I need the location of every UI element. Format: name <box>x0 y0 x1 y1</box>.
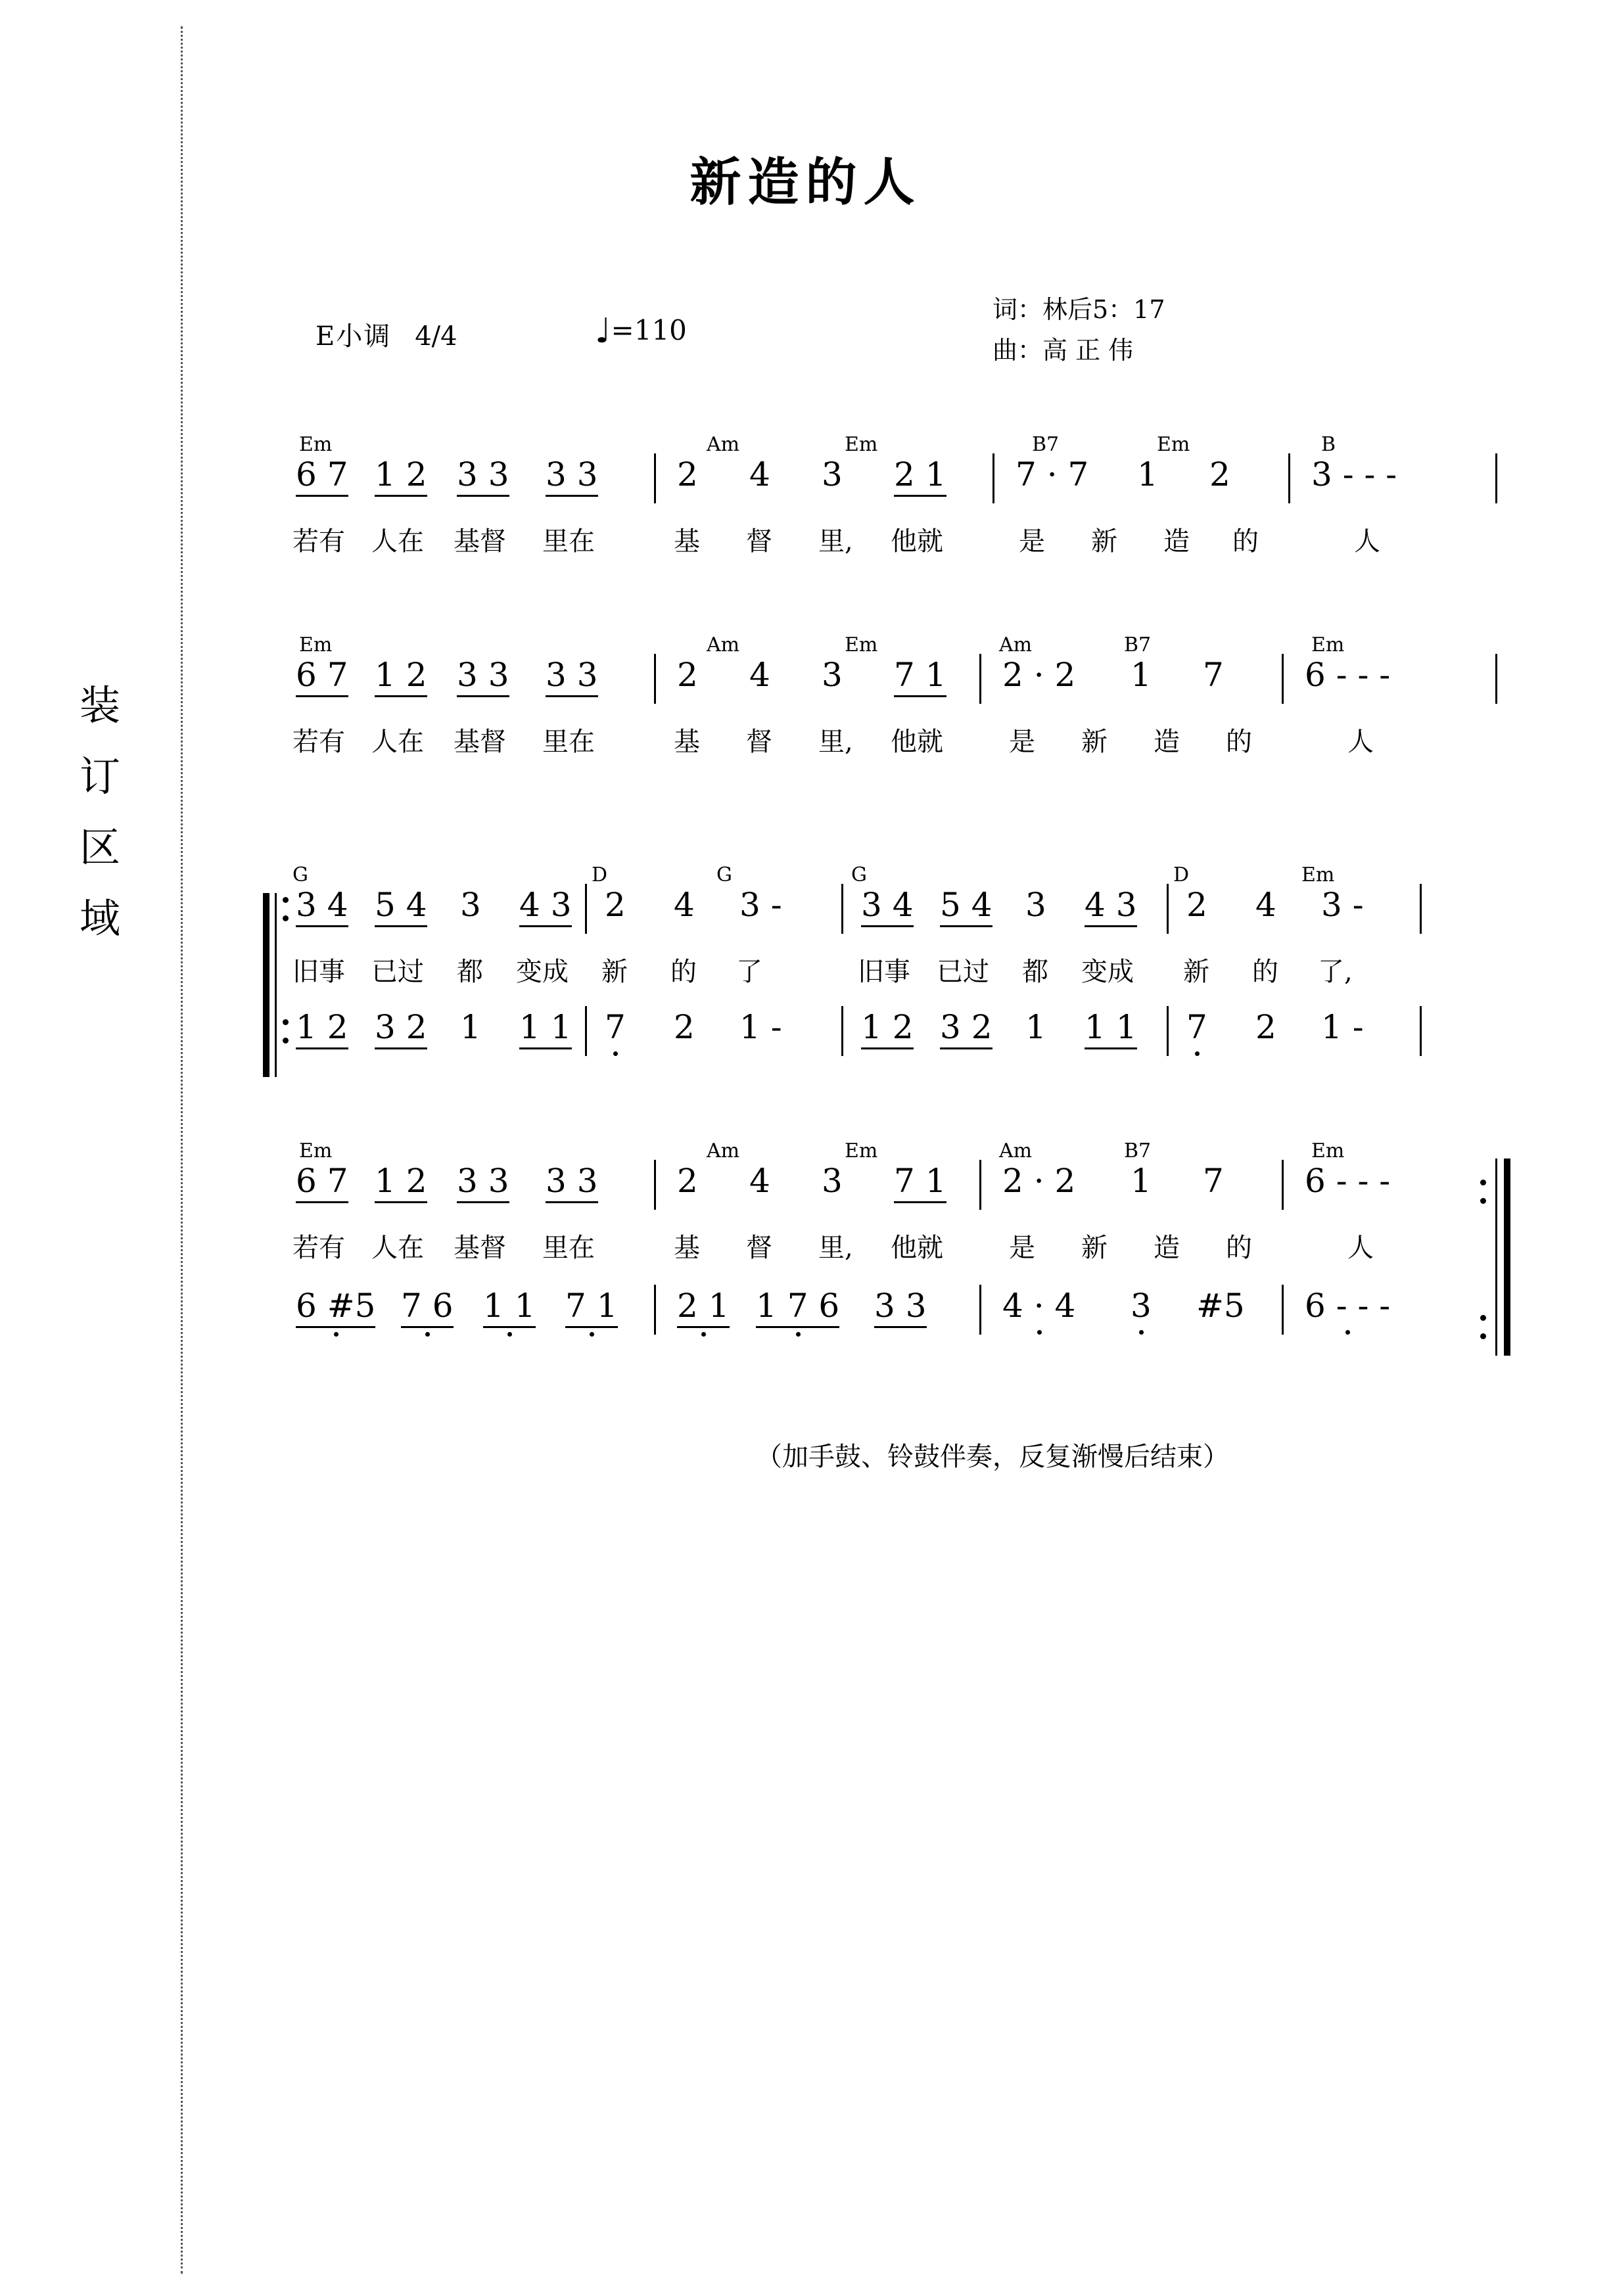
note-group: 3 3 <box>546 1162 598 1203</box>
chord-row-1 <box>283 434 1400 456</box>
chord-symbol: G <box>851 863 867 886</box>
note-group: 7 <box>605 1008 626 1046</box>
lyric-syllable: 变成 <box>516 957 569 987</box>
lyric-syllable: 人在 <box>371 727 424 757</box>
lyric-syllable: 的 <box>1226 1233 1252 1263</box>
note-group: 3 <box>460 886 481 924</box>
barline <box>1282 1285 1284 1335</box>
note-group: 4 <box>674 886 695 924</box>
lyric-syllable: 若有 <box>292 727 345 757</box>
chord-symbol: G <box>716 863 732 886</box>
note-row-4-lower <box>283 1287 1413 1337</box>
lyric-syllable: 造 <box>1154 1233 1180 1263</box>
note-group: 3 - - - <box>1311 455 1397 494</box>
note-group: 4 <box>749 455 770 494</box>
chord-symbol: Am <box>707 633 740 656</box>
key-meter-info <box>315 315 457 353</box>
chord-symbol: Em <box>845 1139 878 1162</box>
note-row-1 <box>283 456 1400 506</box>
note-group: 2 <box>677 656 698 694</box>
lyric-syllable: 他就 <box>891 727 943 757</box>
lyric-syllable: 是 <box>1009 1233 1035 1263</box>
note-group: 7 <box>1203 1162 1224 1200</box>
note-group: 1 1 <box>483 1287 536 1328</box>
note-group: 1 1 <box>519 1009 572 1049</box>
note-group: 1 2 <box>861 1009 914 1049</box>
note-group: 7 1 <box>894 656 946 697</box>
repeat-end-thin-line <box>1495 1159 1497 1356</box>
note-group: 7 <box>1203 656 1224 694</box>
binding-area-label <box>60 670 139 954</box>
lyric-syllable: 督 <box>746 727 772 757</box>
note-group: 1 2 <box>375 1162 427 1203</box>
lyric-syllable: 里, <box>818 1233 853 1263</box>
music-system-4 <box>283 1140 1413 1337</box>
note-group: 1 2 <box>296 1009 348 1049</box>
tempo-value: =110 <box>611 314 687 346</box>
barline <box>1167 884 1169 934</box>
binding-char-2: 订 <box>79 752 120 800</box>
binding-char-1: 装 <box>79 681 120 729</box>
note-group: 3 2 <box>375 1009 427 1049</box>
note-group: 2 <box>677 455 698 494</box>
barline <box>1420 1006 1422 1056</box>
barline <box>992 453 994 503</box>
lyric-syllable: 都 <box>457 957 483 987</box>
note-group: 6 7 <box>296 456 348 497</box>
note-group: 2 <box>677 1162 698 1200</box>
barline <box>979 1285 981 1335</box>
lyric-syllable: 新 <box>1091 526 1117 557</box>
lyric-syllable: 基 <box>674 1233 700 1263</box>
chord-symbol: Am <box>999 1139 1033 1162</box>
lyric-syllable: 了, <box>1318 957 1353 987</box>
chord-symbol: B <box>1321 433 1336 456</box>
chord-row-2 <box>283 634 1400 656</box>
lyric-syllable: 他就 <box>891 526 943 557</box>
note-group: 2 <box>674 1008 695 1046</box>
note-group: 3 3 <box>874 1287 927 1328</box>
note-group: 2 <box>605 886 626 924</box>
note-group: 3 - <box>739 886 782 924</box>
barline <box>654 1160 656 1210</box>
page-title: 新造的人 <box>689 152 922 212</box>
chord-symbol: B7 <box>1032 433 1060 456</box>
note-group: #5 <box>1196 1287 1245 1325</box>
lyric-syllable: 是 <box>1019 526 1045 557</box>
note-group: 1 <box>1131 1162 1152 1200</box>
note-group: 2 1 <box>894 456 946 497</box>
note-group: 1 2 <box>375 456 427 497</box>
lyric-syllable: 里在 <box>542 1233 595 1263</box>
lyric-syllable: 人 <box>1347 1233 1374 1263</box>
music-system-3 <box>263 864 1420 1059</box>
performance-note: （加手鼓、铃鼓伴奏，反复渐慢后结束） <box>756 1442 1229 1472</box>
lyric-syllable: 基 <box>674 727 700 757</box>
lyric-syllable: 造 <box>1163 526 1190 557</box>
note-group: 4 <box>1255 886 1276 924</box>
barline <box>1288 453 1290 503</box>
note-group: 5 4 <box>375 886 427 927</box>
note-group: 3 3 <box>457 1162 509 1203</box>
note-group: 6 - - - <box>1305 1287 1391 1325</box>
note-group: 3 <box>1025 886 1046 924</box>
lyric-syllable: 是 <box>1009 727 1035 757</box>
barline <box>1495 453 1497 503</box>
lyric-syllable: 的 <box>1232 526 1259 557</box>
lyric-syllable: 基督 <box>454 727 506 757</box>
note-group: 4 3 <box>519 886 572 927</box>
chord-symbol: Em <box>299 1139 333 1162</box>
note-group: 6 #5 <box>296 1287 375 1328</box>
chord-symbol: D <box>592 863 608 886</box>
note-group: 3 - <box>1321 886 1364 924</box>
chord-symbol: B7 <box>1124 1139 1152 1162</box>
chord-symbol: Am <box>999 633 1033 656</box>
barline <box>654 453 656 503</box>
note-group: 1 - <box>1321 1008 1364 1046</box>
note-group: 7 1 <box>565 1287 618 1328</box>
barline <box>979 654 981 704</box>
lyric-syllable: 已过 <box>937 957 989 987</box>
lyric-syllable: 新 <box>601 957 628 987</box>
lyric-syllable: 的 <box>1226 727 1252 757</box>
note-group: 2 <box>1255 1008 1276 1046</box>
note-group: 1 7 6 <box>756 1287 839 1328</box>
lyric-row-3 <box>263 951 1420 993</box>
note-group: 3 4 <box>861 886 914 927</box>
note-row-2 <box>283 656 1400 706</box>
note-group: 4 <box>749 656 770 694</box>
lyricist-credit: 词：林后5：17 <box>992 295 1165 324</box>
note-group: 3 3 <box>546 656 598 697</box>
barline <box>1420 884 1422 934</box>
binding-dotted-line <box>181 26 183 2274</box>
note-group: 4 · 4 <box>1002 1287 1076 1325</box>
note-group: 3 <box>822 455 843 494</box>
lyric-syllable: 若有 <box>292 1233 345 1263</box>
note-group: 3 2 <box>940 1009 992 1049</box>
lyric-syllable: 督 <box>746 1233 772 1263</box>
note-group: 1 <box>1137 455 1158 494</box>
barline <box>1495 654 1497 704</box>
lyric-syllable: 新 <box>1183 957 1209 987</box>
chord-symbol: Em <box>845 433 878 456</box>
key-signature: E小调 <box>315 321 392 352</box>
note-group: 2 <box>1186 886 1207 924</box>
lyric-syllable: 已过 <box>371 957 424 987</box>
note-group: 3 3 <box>546 456 598 497</box>
note-group: 7 <box>1186 1008 1207 1046</box>
barline <box>585 884 587 934</box>
lyric-syllable: 人 <box>1347 727 1374 757</box>
lyric-syllable: 里, <box>818 526 853 557</box>
lyric-syllable: 的 <box>670 957 697 987</box>
barline <box>654 654 656 704</box>
barline <box>841 884 843 934</box>
note-group: 1 <box>460 1008 481 1046</box>
lyric-syllable: 变成 <box>1081 957 1134 987</box>
note-group: 1 - <box>739 1008 782 1046</box>
lyric-row-1 <box>283 520 1400 563</box>
note-group: 7 6 <box>401 1287 454 1328</box>
barline <box>654 1285 656 1335</box>
binding-char-3: 区 <box>79 823 120 871</box>
note-group: 3 <box>822 1162 843 1200</box>
lyric-syllable: 人在 <box>371 1233 424 1263</box>
chord-symbol: G <box>292 863 308 886</box>
lyric-syllable: 新 <box>1081 727 1108 757</box>
lyric-syllable: 督 <box>746 526 772 557</box>
note-row-3-lower <box>263 1009 1420 1059</box>
note-group: 6 - - - <box>1305 1162 1391 1200</box>
chord-symbol: Em <box>1311 633 1345 656</box>
lyric-syllable: 基督 <box>454 526 506 557</box>
barline <box>1282 654 1284 704</box>
note-group: 4 <box>749 1162 770 1200</box>
lyric-row-2 <box>283 721 1400 763</box>
chord-symbol: Em <box>1311 1139 1345 1162</box>
note-group: 3 4 <box>296 886 348 927</box>
chord-row-4 <box>283 1140 1413 1162</box>
note-group: 1 2 <box>375 656 427 697</box>
lyric-syllable: 了 <box>736 957 762 987</box>
note-group: 2 <box>1209 455 1230 494</box>
note-group: 4 3 <box>1085 886 1137 927</box>
lyric-syllable: 里在 <box>542 526 595 557</box>
note-group: 3 <box>822 656 843 694</box>
chord-symbol: Em <box>1157 433 1190 456</box>
note-group: 2 1 <box>677 1287 730 1328</box>
tempo-marking <box>595 309 687 351</box>
note-group: 1 <box>1025 1008 1046 1046</box>
composer-credit: 曲：高 正 伟 <box>992 336 1134 365</box>
chord-symbol: Em <box>1301 863 1335 886</box>
barline <box>979 1160 981 1210</box>
lyric-syllable: 若有 <box>292 526 345 557</box>
chord-symbol: Am <box>707 433 740 456</box>
lyric-syllable: 里, <box>818 727 853 757</box>
lyric-syllable: 里在 <box>542 727 595 757</box>
note-group: 3 3 <box>457 456 509 497</box>
chord-row-3 <box>263 864 1420 886</box>
binding-char-4: 域 <box>79 894 120 942</box>
chord-symbol: Em <box>845 633 878 656</box>
time-signature: 4/4 <box>415 321 457 352</box>
credits-block <box>992 289 1165 371</box>
chord-symbol: Am <box>707 1139 740 1162</box>
note-group: 5 4 <box>940 886 992 927</box>
chord-symbol: B7 <box>1124 633 1152 656</box>
note-group: 2 · 2 <box>1002 656 1076 694</box>
lyric-syllable: 旧事 <box>858 957 910 987</box>
lyric-syllable: 基 <box>674 526 700 557</box>
note-group: 1 <box>1131 656 1152 694</box>
note-group: 7 · 7 <box>1016 455 1089 494</box>
repeat-end-thick-line <box>1504 1159 1510 1356</box>
music-system-1 <box>283 434 1400 563</box>
quarter-note-icon: ♩ <box>595 311 611 351</box>
lyric-row-4 <box>283 1227 1413 1269</box>
note-group: 1 1 <box>1085 1009 1137 1049</box>
note-group: 3 <box>1131 1287 1152 1325</box>
lyric-syllable: 旧事 <box>292 957 345 987</box>
barline <box>1167 1006 1169 1056</box>
lyric-syllable: 人在 <box>371 526 424 557</box>
note-group: 3 3 <box>457 656 509 697</box>
barline <box>585 1006 587 1056</box>
lyric-syllable: 造 <box>1154 727 1180 757</box>
lyric-syllable: 人 <box>1354 526 1380 557</box>
lyric-syllable: 基督 <box>454 1233 506 1263</box>
chord-symbol: Em <box>299 433 333 456</box>
note-group: 6 7 <box>296 656 348 697</box>
note-row-4-upper <box>283 1162 1413 1212</box>
lyric-syllable: 的 <box>1252 957 1278 987</box>
lyric-syllable: 他就 <box>891 1233 943 1263</box>
lyric-syllable: 新 <box>1081 1233 1108 1263</box>
music-system-2 <box>283 634 1400 763</box>
note-group: 6 7 <box>296 1162 348 1203</box>
note-group: 6 - - - <box>1305 656 1391 694</box>
lyric-syllable: 都 <box>1022 957 1048 987</box>
note-group: 7 1 <box>894 1162 946 1203</box>
barline <box>841 1006 843 1056</box>
chord-symbol: D <box>1173 863 1190 886</box>
note-group: 2 · 2 <box>1002 1162 1076 1200</box>
barline <box>1282 1160 1284 1210</box>
chord-symbol: Em <box>299 633 333 656</box>
note-row-3-upper <box>263 886 1420 936</box>
